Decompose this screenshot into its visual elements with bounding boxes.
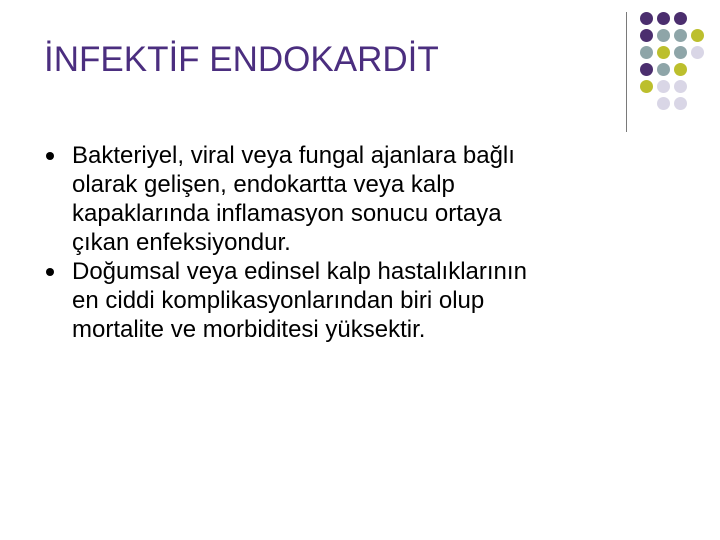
bullet-dot-icon <box>46 152 54 160</box>
decorative-dot <box>640 46 653 59</box>
decorative-dot <box>657 29 670 42</box>
slide-title: İNFEKTİF ENDOKARDİT <box>44 40 439 79</box>
title-divider-line <box>626 12 627 132</box>
bullet-item <box>46 257 686 344</box>
decorative-dot <box>640 80 653 93</box>
decorative-dot <box>674 97 687 110</box>
decorative-dot <box>657 46 670 59</box>
bullet-line: en ciddi komplikasyonlarından biri olup <box>72 287 485 314</box>
decorative-dot <box>657 97 670 110</box>
bullet-line: Bakteriyel, viral veya fungal ajanlara bağlı <box>72 142 515 169</box>
decorative-dot <box>674 80 687 93</box>
bullet-item <box>46 141 686 257</box>
decorative-dot <box>640 29 653 42</box>
decorative-dot <box>674 63 687 76</box>
decorative-dot <box>657 80 670 93</box>
decorative-dot <box>674 29 687 42</box>
bullet-line: Doğumsal veya edinsel kalp hastalıklarının <box>72 258 527 285</box>
bullet-line: kapaklarında inflamasyon sonucu ortaya <box>72 200 502 227</box>
decorative-dot-grid <box>640 12 718 122</box>
decorative-dot <box>691 29 704 42</box>
bullet-line: mortalite ve morbiditesi yüksektir. <box>72 316 426 343</box>
decorative-dot <box>640 12 653 25</box>
decorative-dot <box>674 12 687 25</box>
decorative-dot <box>691 46 704 59</box>
decorative-dot <box>674 46 687 59</box>
bullet-dot-icon <box>46 268 54 276</box>
bullet-line: çıkan enfeksiyondur. <box>72 229 291 256</box>
bullet-line: olarak gelişen, endokartta veya kalp <box>72 171 455 198</box>
decorative-dot <box>657 12 670 25</box>
decorative-dot <box>640 63 653 76</box>
decorative-dot <box>657 63 670 76</box>
bullet-list <box>46 141 686 344</box>
